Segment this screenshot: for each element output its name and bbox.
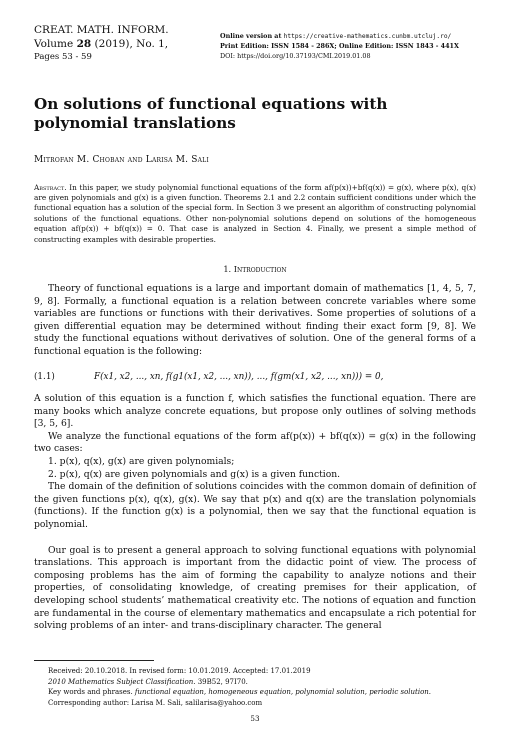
issn-line xyxy=(220,42,476,52)
journal-pages: Pages 53 - 59 xyxy=(34,52,92,62)
journal-info xyxy=(34,24,169,65)
case-1: 1. p(x), q(x), g(x) are given polynomials; xyxy=(48,456,235,468)
equation-text: F(x1, x2, ..., xn, f(g1(x1, x2, ..., xn)), ..., f(gm(x1, x2, ..., xn))) = 0, xyxy=(94,371,384,382)
paper-title: On solutions of functional equations with polynomial translations xyxy=(34,94,388,132)
paper-page xyxy=(34,24,476,633)
msc-label: 2010 Mathematics Subject Classification. xyxy=(48,677,196,686)
doi-line[interactable]: DOI: https://doi.org/10.37193/CMI.2019.01.08 xyxy=(220,51,371,60)
received-dates: Received: 20.10.2018. In revised form: 10.01.2019. Accepted: 17.01.2019 xyxy=(48,667,311,675)
msc-classification xyxy=(34,677,476,688)
journal-volume xyxy=(34,38,169,52)
online-version xyxy=(220,32,476,42)
paragraph-5: Our goal is to present a general approach to solving functional equations with polynomial translations. This approach is important from the didactic point of view. The process of composing problems has the aim of forming the capability to analyze notions and their properties, of consolidating knowledge, of creating premises for their application, of developing school students’ mathematical creativity etc. The notions of equation and function are fundamental in the course of elementary mathematics and encapsulate a rich potential for solving problems of an inter- and trans-disciplinary character. The general xyxy=(34,544,476,632)
keywords xyxy=(34,687,476,698)
section-heading: 1. Introduction xyxy=(223,263,287,274)
paragraph-4: The domain of the definition of solutions coincides with the common domain of definition of the given functions p(x), q(x), g(x). We say that p(x) and q(x) are the translation polynomials (functions). If the function g(x) is a polynomial, then we say that the functional equation is polynomial. xyxy=(34,481,476,531)
paragraph-3: We analyze the functional equations of the form af(p(x)) + bf(q(x)) = g(x) in the following two cases: xyxy=(34,430,476,455)
page-number: 53 xyxy=(250,714,260,723)
journal-header xyxy=(34,24,476,65)
abstract-text: In this paper, we study polynomial functional equations of the form af(p(x))+bf(q(x)) = g(x), where p(x), q(x) are given polynomials and g(x) is a given function. Theorems 2.1 and 2.2 contain sufficient conditions under which the functional equation has a solution of the special form. In Section 3 we present an algorithm of constructing polynomial solutions of the functional equations. Other non-polynomial solutions depend on solutions of the homogeneous equation af(p(x)) + bf(q(x)) = 0. That case is analyzed in Section 4. Finally, we present a simple method of constructing examples with desirable properties. xyxy=(34,182,477,244)
abstract-label: Abstract. xyxy=(34,182,67,192)
case-2: 2. p(x), q(x) are given polynomials and g(x) is a given function. xyxy=(48,468,341,480)
publication-info xyxy=(220,32,476,65)
equation-1-1 xyxy=(34,371,476,384)
journal-name: CREAT. MATH. INFORM. xyxy=(34,24,169,36)
online-url[interactable]: https://creative-mathematics.cunbm.utcluj.ro/ xyxy=(283,33,452,40)
equation-number: (1.1) xyxy=(34,371,55,382)
volume-number: 28 xyxy=(76,37,92,50)
footnote-rule xyxy=(34,660,154,661)
paper-authors: Mitrofan M. Choban and Larisa M. Sali xyxy=(34,154,209,165)
body-text xyxy=(34,283,476,633)
corresponding-author: Corresponding author: Larisa M. Sali, salilarisa@yahoo.com xyxy=(48,698,263,707)
abstract xyxy=(34,183,476,245)
paragraph-1: Theory of functional equations is a large and important domain of mathematics [1, 4, 5, 7, 9, 8]. Formally, a functional equation is a relation between concrete variables where some variables are functions or functions with their derivatives. Some properties of solutions of a given differential equation may be determined without finding their exact form [9, 8]. We study the functional equations without derivatives of solution. One of the general forms of a functional equation is the following: xyxy=(34,282,476,357)
paragraph-2: A solution of this equation is a function f, which satisfies the functional equation. There are many books which analyze concrete equations, but propose only outlines of solving methods [3, 5, 6]. xyxy=(34,393,476,430)
msc-value: 39B52, 97I70. xyxy=(195,677,248,686)
keywords-value: functional equation, homogeneous equation, polynomial solution, periodic solution. xyxy=(132,688,432,697)
footnotes xyxy=(34,660,476,708)
online-prefix: Online version at xyxy=(220,32,284,40)
keywords-label: Key words and phrases. xyxy=(48,688,133,697)
volume-suffix: (2019), No. 1, xyxy=(91,37,169,50)
volume-prefix: Volume xyxy=(34,37,77,50)
issn-text: Print Edition: ISSN 1584 - 286X; Online Edition: ISSN 1843 - 441X xyxy=(220,41,459,50)
